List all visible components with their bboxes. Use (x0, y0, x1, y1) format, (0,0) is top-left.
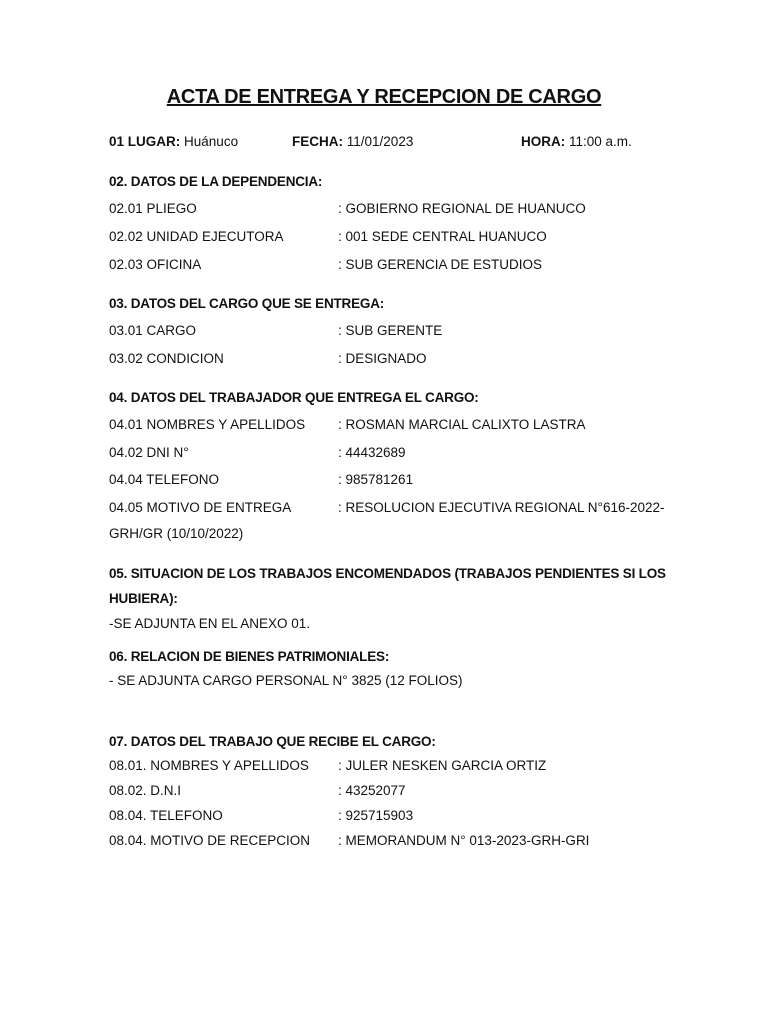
sec04-row (109, 500, 669, 520)
field-value: : GOBIERNO REGIONAL DE HUANUCO (338, 201, 586, 216)
sec07-row (109, 758, 669, 778)
section-05-heading-cont: HUBIERA): (109, 591, 178, 606)
field-value: : RESOLUCION EJECUTIVA REGIONAL N°616-2022- (338, 500, 665, 515)
field-value: : SUB GERENCIA DE ESTUDIOS (338, 257, 543, 272)
section-06-text: - SE ADJUNTA CARGO PERSONAL N° 3825 (12 FOLIOS) (109, 673, 463, 688)
field-label: 08.04. MOTIVO DE RECEPCION (109, 833, 311, 848)
field-label: 03.02 CONDICION (109, 351, 224, 366)
motivo-continuation: GRH/GR (10/10/2022) (109, 526, 244, 541)
field-value: : SUB GERENTE (338, 323, 443, 338)
sec02-row (109, 257, 669, 277)
sec04-row (109, 472, 669, 492)
sec04-row (109, 445, 669, 465)
section-02-heading: 02. DATOS DE LA DEPENDENCIA: (109, 174, 323, 189)
section-04-heading: 04. DATOS DEL TRABAJADOR QUE ENTREGA EL CARGO: (109, 390, 479, 405)
hora-label: HORA: (521, 134, 566, 149)
field-label: 02.01 PLIEGO (109, 201, 197, 216)
lugar-field (109, 134, 238, 149)
section-07-heading: 07. DATOS DEL TRABAJO QUE RECIBE EL CARGO: (109, 734, 436, 749)
sec04-row (109, 417, 669, 437)
field-value: : JULER NESKEN GARCIA ORTIZ (338, 758, 547, 773)
field-label: 04.01 NOMBRES Y APELLIDOS (109, 417, 306, 432)
document-title: ACTA DE ENTREGA Y RECEPCION DE CARGO (166, 86, 602, 108)
field-label: 02.03 OFICINA (109, 257, 202, 272)
fecha-value: 11/01/2023 (346, 134, 414, 149)
section-05-heading: 05. SITUACION DE LOS TRABAJOS ENCOMENDADOS (TRABAJOS PENDIENTES SI LOS (109, 566, 666, 581)
field-value: : 925715903 (338, 808, 414, 823)
field-label: 08.02. D.N.I (109, 783, 182, 798)
field-label: 08.01. NOMBRES Y APELLIDOS (109, 758, 309, 773)
field-value: : DESIGNADO (338, 351, 427, 366)
sec07-row (109, 808, 669, 828)
field-value: : 985781261 (338, 472, 414, 487)
field-value: : ROSMAN MARCIAL CALIXTO LASTRA (338, 417, 586, 432)
field-label: 02.02 UNIDAD EJECUTORA (109, 229, 284, 244)
field-value: : MEMORANDUM N° 013-2023-GRH-GRI (338, 833, 590, 848)
fecha-label: FECHA: (292, 134, 343, 149)
sec07-row (109, 783, 669, 803)
field-value: : 44432689 (338, 445, 406, 460)
field-value: : 001 SEDE CENTRAL HUANUCO (338, 229, 547, 244)
sec07-row (109, 833, 669, 853)
sec03-row (109, 323, 669, 343)
hora-value: 11:00 a.m. (569, 134, 632, 149)
sec03-row (109, 351, 669, 371)
field-label: 04.05 MOTIVO DE ENTREGA (109, 500, 292, 515)
lugar-label: 01 LUGAR: (109, 134, 181, 149)
field-label: 04.04 TELEFONO (109, 472, 220, 487)
section-05-text: -SE ADJUNTA EN EL ANEXO 01. (109, 616, 311, 631)
hora-field (521, 134, 632, 149)
sec02-row (109, 229, 669, 249)
lugar-value: Huánuco (184, 134, 239, 149)
fecha-field (292, 134, 413, 149)
field-value: : 43252077 (338, 783, 406, 798)
field-label: 04.02 DNI N° (109, 445, 189, 460)
field-label: 03.01 CARGO (109, 323, 197, 338)
sec02-row (109, 201, 669, 221)
field-label: 08.04. TELEFONO (109, 808, 223, 823)
section-03-heading: 03. DATOS DEL CARGO QUE SE ENTREGA: (109, 296, 385, 311)
section-06-heading: 06. RELACION DE BIENES PATRIMONIALES: (109, 649, 390, 664)
